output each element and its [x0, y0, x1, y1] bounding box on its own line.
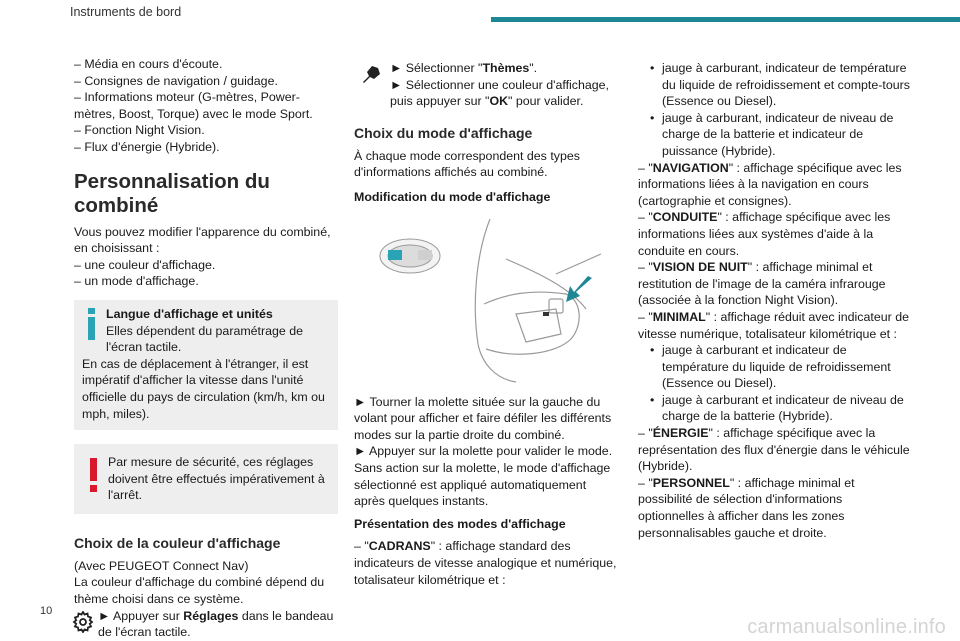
- heading-couleur: Choix de la couleur d'affichage: [74, 534, 281, 551]
- paragraph: ► Tourner la molette située sur la gauche du volant pour afficher et faire défiler les différents modes sur la partie droite du combiné.: [354, 394, 612, 442]
- column-1: [74, 56, 338, 641]
- mode-name: CADRANS: [368, 539, 431, 554]
- mode-navigation: [638, 160, 910, 210]
- heading-personnalisation: Personnalisation du combiné: [74, 169, 270, 217]
- heading-mode: Choix du mode d'affichage: [354, 124, 533, 141]
- steering-wheel-drawing: [366, 214, 606, 384]
- paragraph: La couleur d'affichage du combiné dépend du thème choisi dans ce système.: [74, 575, 325, 607]
- list-item: – Média en cours d'écoute.: [74, 57, 223, 71]
- paragraph: (Avec PEUGEOT Connect Nav): [74, 558, 249, 573]
- dash: – ": [638, 260, 653, 275]
- step-themes: [354, 60, 618, 77]
- themes-label: Thèmes: [482, 61, 530, 75]
- dash: – ": [638, 210, 653, 225]
- display-info-list: [74, 56, 338, 156]
- steering-wheel-illustration: [366, 214, 606, 384]
- mode-name: NAVIGATION: [652, 160, 729, 175]
- mode-desc: " : affichage spécifique avec la représentation des flux d'énergie dans le véhicule (Hybride).: [638, 426, 910, 474]
- reglages-label: Réglages: [183, 608, 239, 623]
- warning-box-safety: [74, 444, 338, 514]
- info-box-language: [74, 300, 338, 430]
- info-line: En cas de déplacement à l'étranger, il est impératif d'afficher la vitesse dans l'unité officielle du pays de circulation (km/h, km ou mph, miles).: [82, 356, 325, 421]
- mode-minimal: [638, 309, 910, 342]
- bullets-minimal: [650, 342, 910, 425]
- mode-conduite: [638, 209, 910, 259]
- list-item: – un mode d'affichage.: [74, 274, 199, 289]
- step-prefix: ► Sélectionner une couleur d'affichage, puis appuyer sur ": [390, 77, 609, 109]
- intro-text: Vous pouvez modifier l'apparence du combiné, en choisissant :: [74, 224, 331, 256]
- list-item: • jauge à carburant, indicateur de température du liquide de refroidissement et compte-tours (Essence ou Diesel).: [650, 60, 910, 110]
- step-prefix: ► Sélectionner ": [390, 61, 483, 75]
- list-item: • jauge à carburant et indicateur de température du liquide de refroidissement (Essence ou Diesel).: [650, 342, 910, 392]
- mode-desc: " : affichage réduit avec indicateur de vitesse numérique, totalisateur kilométrique et :: [638, 309, 909, 341]
- dash: – ": [638, 309, 653, 324]
- step-color: [354, 77, 618, 110]
- paragraph: Sans action sur la molette, le mode d'affichage sélectionné est appliqué automatiquement après quelques instants.: [354, 460, 611, 509]
- column-2: [354, 60, 618, 588]
- list-item: – Flux d'énergie (Hybride).: [74, 139, 220, 154]
- column-3: [638, 60, 910, 541]
- dash: – ": [638, 475, 653, 490]
- mode-desc: " : affichage minimal et restitution de l'image de la caméra infrarouge (associée à la fonction Night Vision).: [638, 260, 886, 308]
- page-header: [0, 0, 960, 40]
- mode-vision-nuit: [638, 259, 910, 309]
- watermark: carmanualsonline.info: [747, 616, 946, 639]
- options-list: [74, 257, 338, 290]
- mode-name: VISION DE NUIT: [652, 260, 748, 275]
- list-item: • jauge à carburant et indicateur de niveau de charge de la batterie (Hybride).: [650, 392, 910, 425]
- list-item: – Consignes de navigation / guidage.: [74, 73, 278, 88]
- mode-name: CONDUITE: [652, 210, 718, 225]
- mode-desc: " : affichage spécifique avec les informations liées aux systèmes d'aide à la conduite en cours.: [638, 210, 891, 258]
- mode-desc: " : affichage spécifique avec les informations liées à la navigation en cours (cartographie et consignes).: [638, 160, 902, 208]
- mode-desc: " : affichage standard des indicateurs de vitesse analogique et numérique, totalisateur kilométrique et :: [354, 539, 617, 587]
- paragraph: À chaque mode correspondent des types d'informations affichés au combiné.: [354, 148, 580, 180]
- warning-icon: [85, 458, 101, 492]
- step-suffix: ".: [529, 61, 538, 75]
- mode-desc: " : affichage minimal et possibilité de sélection d'informations optionnelles à afficher dans les zones personnalisables gauche et droite.: [638, 475, 855, 540]
- mode-personnel: [638, 475, 910, 541]
- bullets-cadrans: [650, 60, 910, 160]
- gear-icon: [72, 611, 94, 633]
- mode-energie: [638, 425, 910, 475]
- mode-cadrans: [354, 538, 618, 588]
- list-item: – une couleur d'affichage.: [74, 257, 216, 272]
- list-item: – Informations moteur (G-mètres, Power-mètres, Boost, Torque) avec le mode Sport.: [74, 90, 313, 121]
- dash: – ": [354, 539, 369, 554]
- mode-name: PERSONNEL: [652, 475, 730, 490]
- header-accent-bar: [491, 17, 960, 22]
- heading-modification: Modification du mode d'affichage: [354, 189, 551, 204]
- list-item: • jauge à carburant, indicateur de niveau de charge de la batterie et indicateur de puissance (Hybride).: [650, 110, 910, 160]
- mode-name: MINIMAL: [652, 309, 706, 324]
- step-prefix: ► Appuyer sur: [98, 608, 184, 623]
- info-line: Elles dépendent du paramétrage de l'écran tactile.: [106, 323, 304, 355]
- step-suffix: dans le bandeau de l'écran tactile.: [98, 608, 334, 640]
- paragraph: ► Appuyer sur la molette pour valider le mode.: [354, 444, 613, 459]
- section-title: Instruments de bord: [70, 5, 182, 19]
- warning-text: Par mesure de sécurité, ces réglages doivent être effectués impérativement à l'arrêt.: [108, 455, 325, 503]
- list-item: – Fonction Night Vision.: [74, 123, 205, 138]
- dash: – ": [638, 426, 653, 441]
- dash: – ": [638, 160, 653, 175]
- info-title: Langue d'affichage et unités: [106, 306, 273, 321]
- touch-hand-icon: [360, 62, 382, 84]
- mode-name: ÉNERGIE: [652, 426, 709, 441]
- step-reglages: [74, 608, 338, 641]
- ok-label: OK: [489, 94, 509, 109]
- page-number: 10: [40, 605, 53, 617]
- info-icon: [85, 308, 99, 340]
- step-suffix: " pour valider.: [508, 94, 584, 109]
- heading-presentation: Présentation des modes d'affichage: [354, 516, 566, 531]
